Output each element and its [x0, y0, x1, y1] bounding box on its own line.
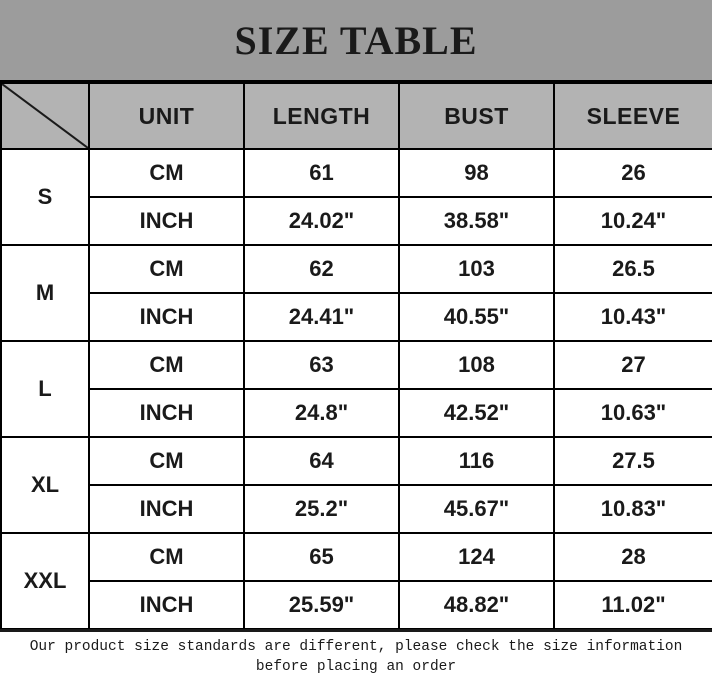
length-inch: 24.02": [244, 197, 399, 245]
column-header-unit: UNIT: [89, 83, 244, 149]
table-row: [1, 581, 712, 629]
bust-inch: 42.52": [399, 389, 554, 437]
table-row: [1, 341, 712, 389]
sleeve-inch: 10.24": [554, 197, 712, 245]
table-row: [1, 245, 712, 293]
size-label-s: S: [1, 149, 89, 245]
sleeve-cm: 27: [554, 341, 712, 389]
title-bar: [0, 0, 712, 82]
bust-cm: 103: [399, 245, 554, 293]
table-header-row: [1, 83, 712, 149]
size-label-xl: XL: [1, 437, 89, 533]
length-cm: 61: [244, 149, 399, 197]
sleeve-inch: 10.83": [554, 485, 712, 533]
sleeve-cm: 26.5: [554, 245, 712, 293]
table-row: [1, 197, 712, 245]
length-cm: 64: [244, 437, 399, 485]
column-header-length: LENGTH: [244, 83, 399, 149]
size-label-xxl: XXL: [1, 533, 89, 629]
bust-inch: 38.58": [399, 197, 554, 245]
table-row: [1, 293, 712, 341]
bust-inch: 40.55": [399, 293, 554, 341]
column-header-sleeve: SLEEVE: [554, 83, 712, 149]
sleeve-inch: 10.43": [554, 293, 712, 341]
unit-cm: CM: [89, 533, 244, 581]
sleeve-cm: 27.5: [554, 437, 712, 485]
length-inch: 25.59": [244, 581, 399, 629]
sleeve-cm: 26: [554, 149, 712, 197]
unit-cm: CM: [89, 245, 244, 293]
size-note-line-1: Our product size standards are different, please check the size information: [29, 639, 683, 655]
column-header-bust: BUST: [399, 83, 554, 149]
length-inch: 24.41": [244, 293, 399, 341]
table-row: [1, 533, 712, 581]
bust-cm: 116: [399, 437, 554, 485]
size-note: [0, 630, 712, 683]
size-label-m: M: [1, 245, 89, 341]
size-table: [0, 82, 712, 630]
bust-cm: 108: [399, 341, 554, 389]
unit-inch: INCH: [89, 581, 244, 629]
unit-cm: CM: [89, 437, 244, 485]
unit-inch: INCH: [89, 485, 244, 533]
page-title: SIZE TABLE: [234, 17, 478, 63]
sleeve-inch: 11.02": [554, 581, 712, 629]
table-row: [1, 485, 712, 533]
corner-cell: [1, 83, 89, 149]
bottom-spacer: [0, 683, 712, 697]
bust-cm: 124: [399, 533, 554, 581]
diagonal-divider-icon: [2, 84, 88, 148]
table-row: [1, 437, 712, 485]
unit-inch: INCH: [89, 389, 244, 437]
size-note-line-2: before placing an order: [255, 659, 457, 675]
bust-inch: 48.82": [399, 581, 554, 629]
length-cm: 65: [244, 533, 399, 581]
table-row: [1, 389, 712, 437]
unit-cm: CM: [89, 341, 244, 389]
sleeve-inch: 10.63": [554, 389, 712, 437]
size-label-l: L: [1, 341, 89, 437]
unit-cm: CM: [89, 149, 244, 197]
length-inch: 24.8": [244, 389, 399, 437]
sleeve-cm: 28: [554, 533, 712, 581]
unit-inch: INCH: [89, 293, 244, 341]
table-row: [1, 149, 712, 197]
bust-cm: 98: [399, 149, 554, 197]
length-inch: 25.2": [244, 485, 399, 533]
unit-inch: INCH: [89, 197, 244, 245]
bust-inch: 45.67": [399, 485, 554, 533]
length-cm: 63: [244, 341, 399, 389]
length-cm: 62: [244, 245, 399, 293]
